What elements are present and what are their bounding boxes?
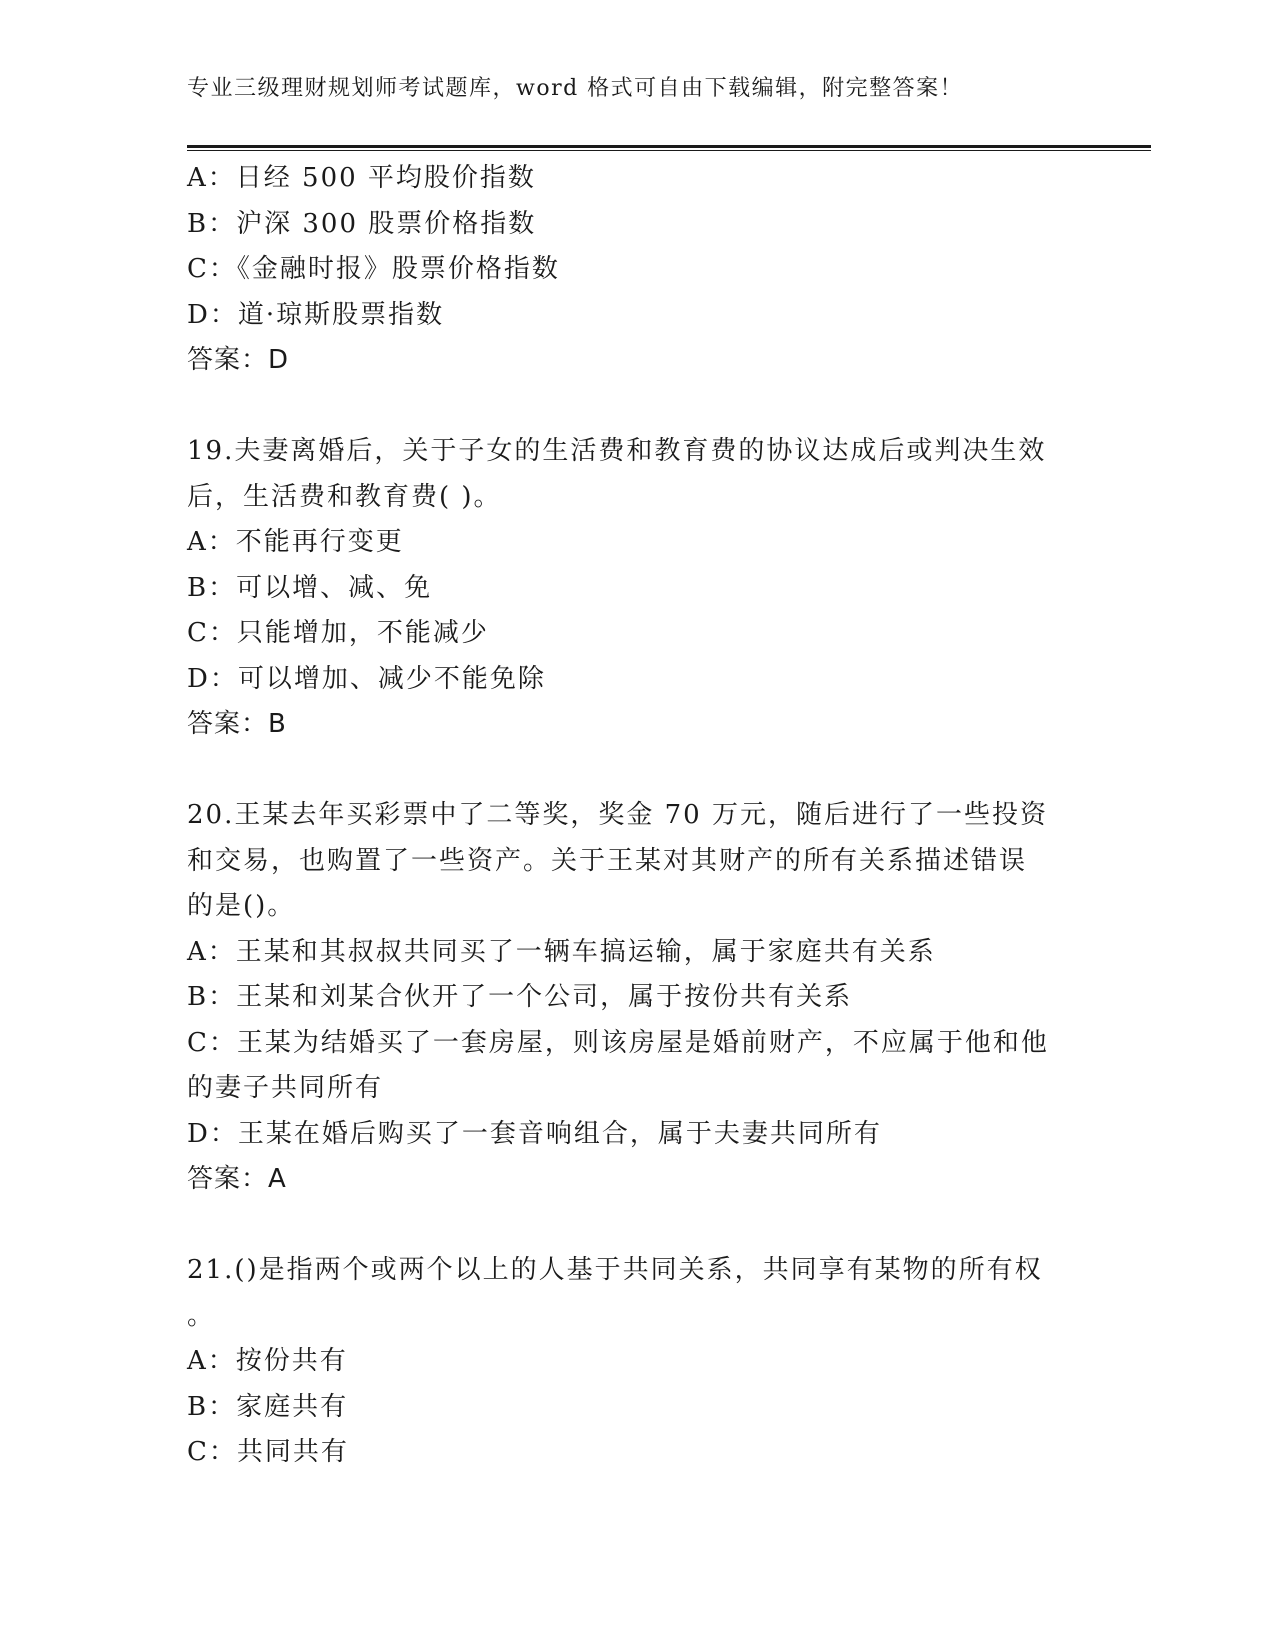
question-18-block [187, 156, 1067, 384]
option-c: C：共同共有 [187, 1437, 349, 1467]
question-gap [187, 1203, 1067, 1249]
option-c-continued: 的妻子共同所有 [187, 1073, 384, 1103]
question-stem: 。 [187, 1300, 216, 1331]
question-20-block [187, 793, 1067, 1203]
page-header: 专业三级理财规划师考试题库，word 格式可自由下载编辑，附完整答案！ [187, 76, 964, 101]
question-stem: 的是()。 [187, 891, 296, 921]
option-c: C：王某为结婚买了一套房屋，则该房屋是婚前财产，不应属于他和他 [187, 1027, 1049, 1058]
question-stem: 和交易，也购置了一些资产。关于王某对其财产的所有关系描述错误 [187, 845, 1028, 876]
question-stem: 21.()是指两个或两个以上的人基于共同关系，共同享有某物的所有权 [187, 1255, 1043, 1285]
option-c: C：只能增加，不能减少 [187, 618, 489, 648]
answer-line: 答案：B [187, 709, 287, 739]
option-b: B：可以增、减、免 [187, 572, 433, 603]
option-b: B：王某和刘某合伙开了一个公司，属于按份共有关系 [187, 982, 853, 1012]
option-c: C：《金融时报》股票价格指数 [187, 254, 560, 284]
question-21-block [187, 1248, 1067, 1476]
question-gap [187, 748, 1067, 794]
header-rule-thick [187, 145, 1151, 148]
option-a: A：不能再行变更 [187, 527, 404, 557]
option-a: A：王某和其叔叔共同买了一辆车搞运输，属于家庭共有关系 [187, 936, 936, 967]
answer-line: 答案：D [187, 345, 290, 375]
question-gap [187, 384, 1067, 430]
question-stem: 20.王某去年买彩票中了二等奖，奖金 70 万元，随后进行了一些投资 [187, 800, 1048, 830]
option-d: D：可以增加、减少不能免除 [187, 663, 546, 694]
document-body [187, 156, 1067, 1476]
answer-line: 答案：A [187, 1164, 287, 1194]
header-rule-thin [187, 150, 1151, 151]
option-a: A：按份共有 [187, 1346, 348, 1376]
option-d: D：道·琼斯股票指数 [187, 299, 445, 330]
question-stem: 19.夫妻离婚后，关于子女的生活费和教育费的协议达成后或判决生效 [187, 436, 1047, 466]
option-a: A：日经 500 平均股价指数 [187, 163, 536, 193]
option-b: B：家庭共有 [187, 1391, 349, 1422]
option-d: D：王某在婚后购买了一套音响组合，属于夫妻共同所有 [187, 1118, 882, 1149]
option-b: B：沪深 300 股票价格指数 [187, 208, 537, 239]
question-stem: 后，生活费和教育费( )。 [187, 481, 502, 512]
question-19-block [187, 429, 1067, 748]
